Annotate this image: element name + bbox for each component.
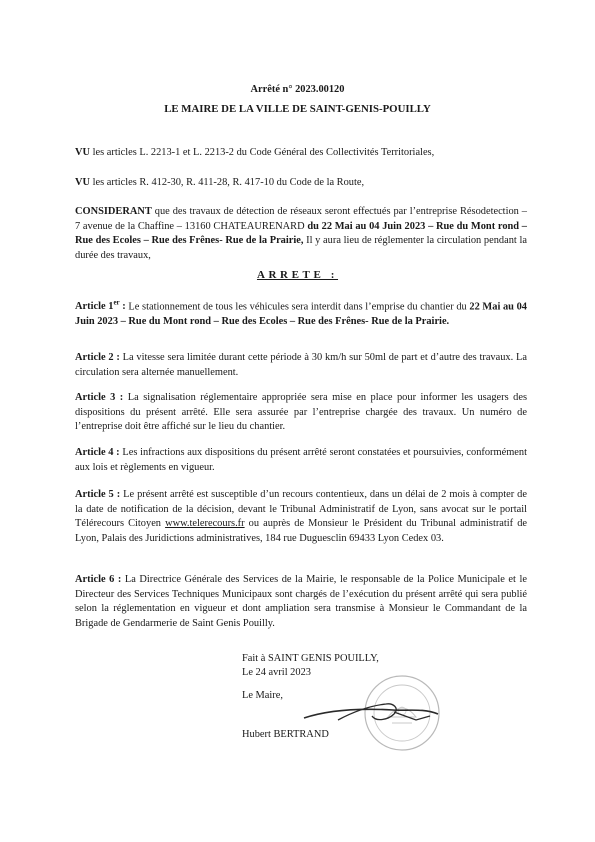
article-5-lead: Article 5 : [75,489,121,500]
article-3-lead: Article 3 : [75,392,124,403]
article-2 [75,351,527,380]
article-1-colon: : [119,301,126,313]
article-5 [75,488,527,546]
considerant-text: que des travaux de détection de réseaux seront effectués par l’entreprise Résodetection – 7 avenue de la Chaffine – 13160 CHATEAURENARD [75,206,527,232]
vu-paragraph-2 [75,176,527,191]
arrete-number: Arrêté n° 2023.00120 [250,84,345,95]
article-3 [75,391,527,435]
article-1-text: Le stationnement de tous les véhicules sera interdit dans l’emprise du chantier du [125,301,470,313]
considerant-paragraph [75,205,527,263]
article-2-lead: Article 2 : [75,352,120,363]
article-1-sup: er [113,299,120,307]
article-1-bold: 22 Mai au 04 Juin 2023 – Rue du Mont rond – Rue des Ecoles – Rue des Frênes- Rue de la Prairie. [75,301,528,328]
article-4-text: Les infractions aux dispositions du présent arrêté seront constatées et poursuivies, conformément aux lois et règlements en vigueur. [75,447,527,473]
signature-place: Fait à SAINT GENIS POUILLY, [242,653,379,664]
article-1-lead [75,301,126,312]
article-6-lead: Article 6 : [75,574,122,585]
vu-lead: VU [75,147,91,158]
article-6-text: La Directrice Générale des Services de la Mairie, le responsable de la Police Municipale et le Directeur des Services Techniques Municipaux sont chargés de l’exécution du présent arrêté qui sera publié selon la réglementation en vigueur et dont ampliation sera transmise à Monsieur le Commandant de la Brigade de Gendarmerie de Saint Genis Pouilly. [75,574,527,629]
vu-lead: VU [75,177,91,188]
mayor-name: Hubert BERTRAND [242,729,329,740]
article-1 [75,296,527,330]
considerant-text-2: Il y aura lieu de réglementer la circulation pendant la durée des travaux, [75,235,527,261]
telerecours-link[interactable]: www.telerecours.fr [165,518,245,530]
vu-paragraph-1 [75,146,527,161]
considerant-lead: CONSIDERANT [75,206,152,217]
article-4 [75,446,527,475]
arrete-heading: ARRETE : [256,269,339,281]
signature-role: Le Maire, [242,690,283,701]
article-5-text: Le présent arrêté est susceptible d’un recours contentieux, dans un délai de 2 mois à compter de la date de notification de la décision, devant le Tribunal Administratif de Lyon, sans avocat sur le portail Télérecours Citoyen [75,489,527,530]
article-6 [75,573,527,631]
vu-text: les articles L. 2213-1 et L. 2213-2 du Code Général des Collectivités Territoriales, [90,147,435,158]
mayor-handwritten-signature [298,690,448,730]
article-3-text: La signalisation réglementaire appropriée sera mise en place pour informer les usagers des dispositions du présent arrêté. Elle sera assurée par l’entreprise chargée des travaux. Un numéro de l’entreprise doit être affiché sur le lieu du chantier. [75,392,527,433]
vu-text: les articles R. 412-30, R. 411-28, R. 417-10 du Code de la Route, [90,177,365,188]
signature-date: Le 24 avril 2023 [242,667,311,678]
article-1-label: Article 1 [75,301,114,313]
article-2-text: La vitesse sera limitée durant cette période à 30 km/h sur 50ml de part et d’autre des travaux. La circulation sera alternée manuellement. [75,352,527,378]
article-5-text-2: ou auprès de Monsieur le Président du Tribunal administratif de Lyon, Palais des Juridictions administratives, 184 rue Duguesclin 69433 Lyon Cedex 03. [75,518,527,544]
considerant-dates: du 22 Mai au 04 Juin 2023 – Rue du Mont rond – Rue des Ecoles – Rue des Frênes- Rue de la Prairie, [75,220,527,247]
document-title: LE MAIRE DE LA VILLE DE SAINT-GENIS-POUILLY [164,103,431,115]
article-4-lead: Article 4 : [75,447,120,458]
